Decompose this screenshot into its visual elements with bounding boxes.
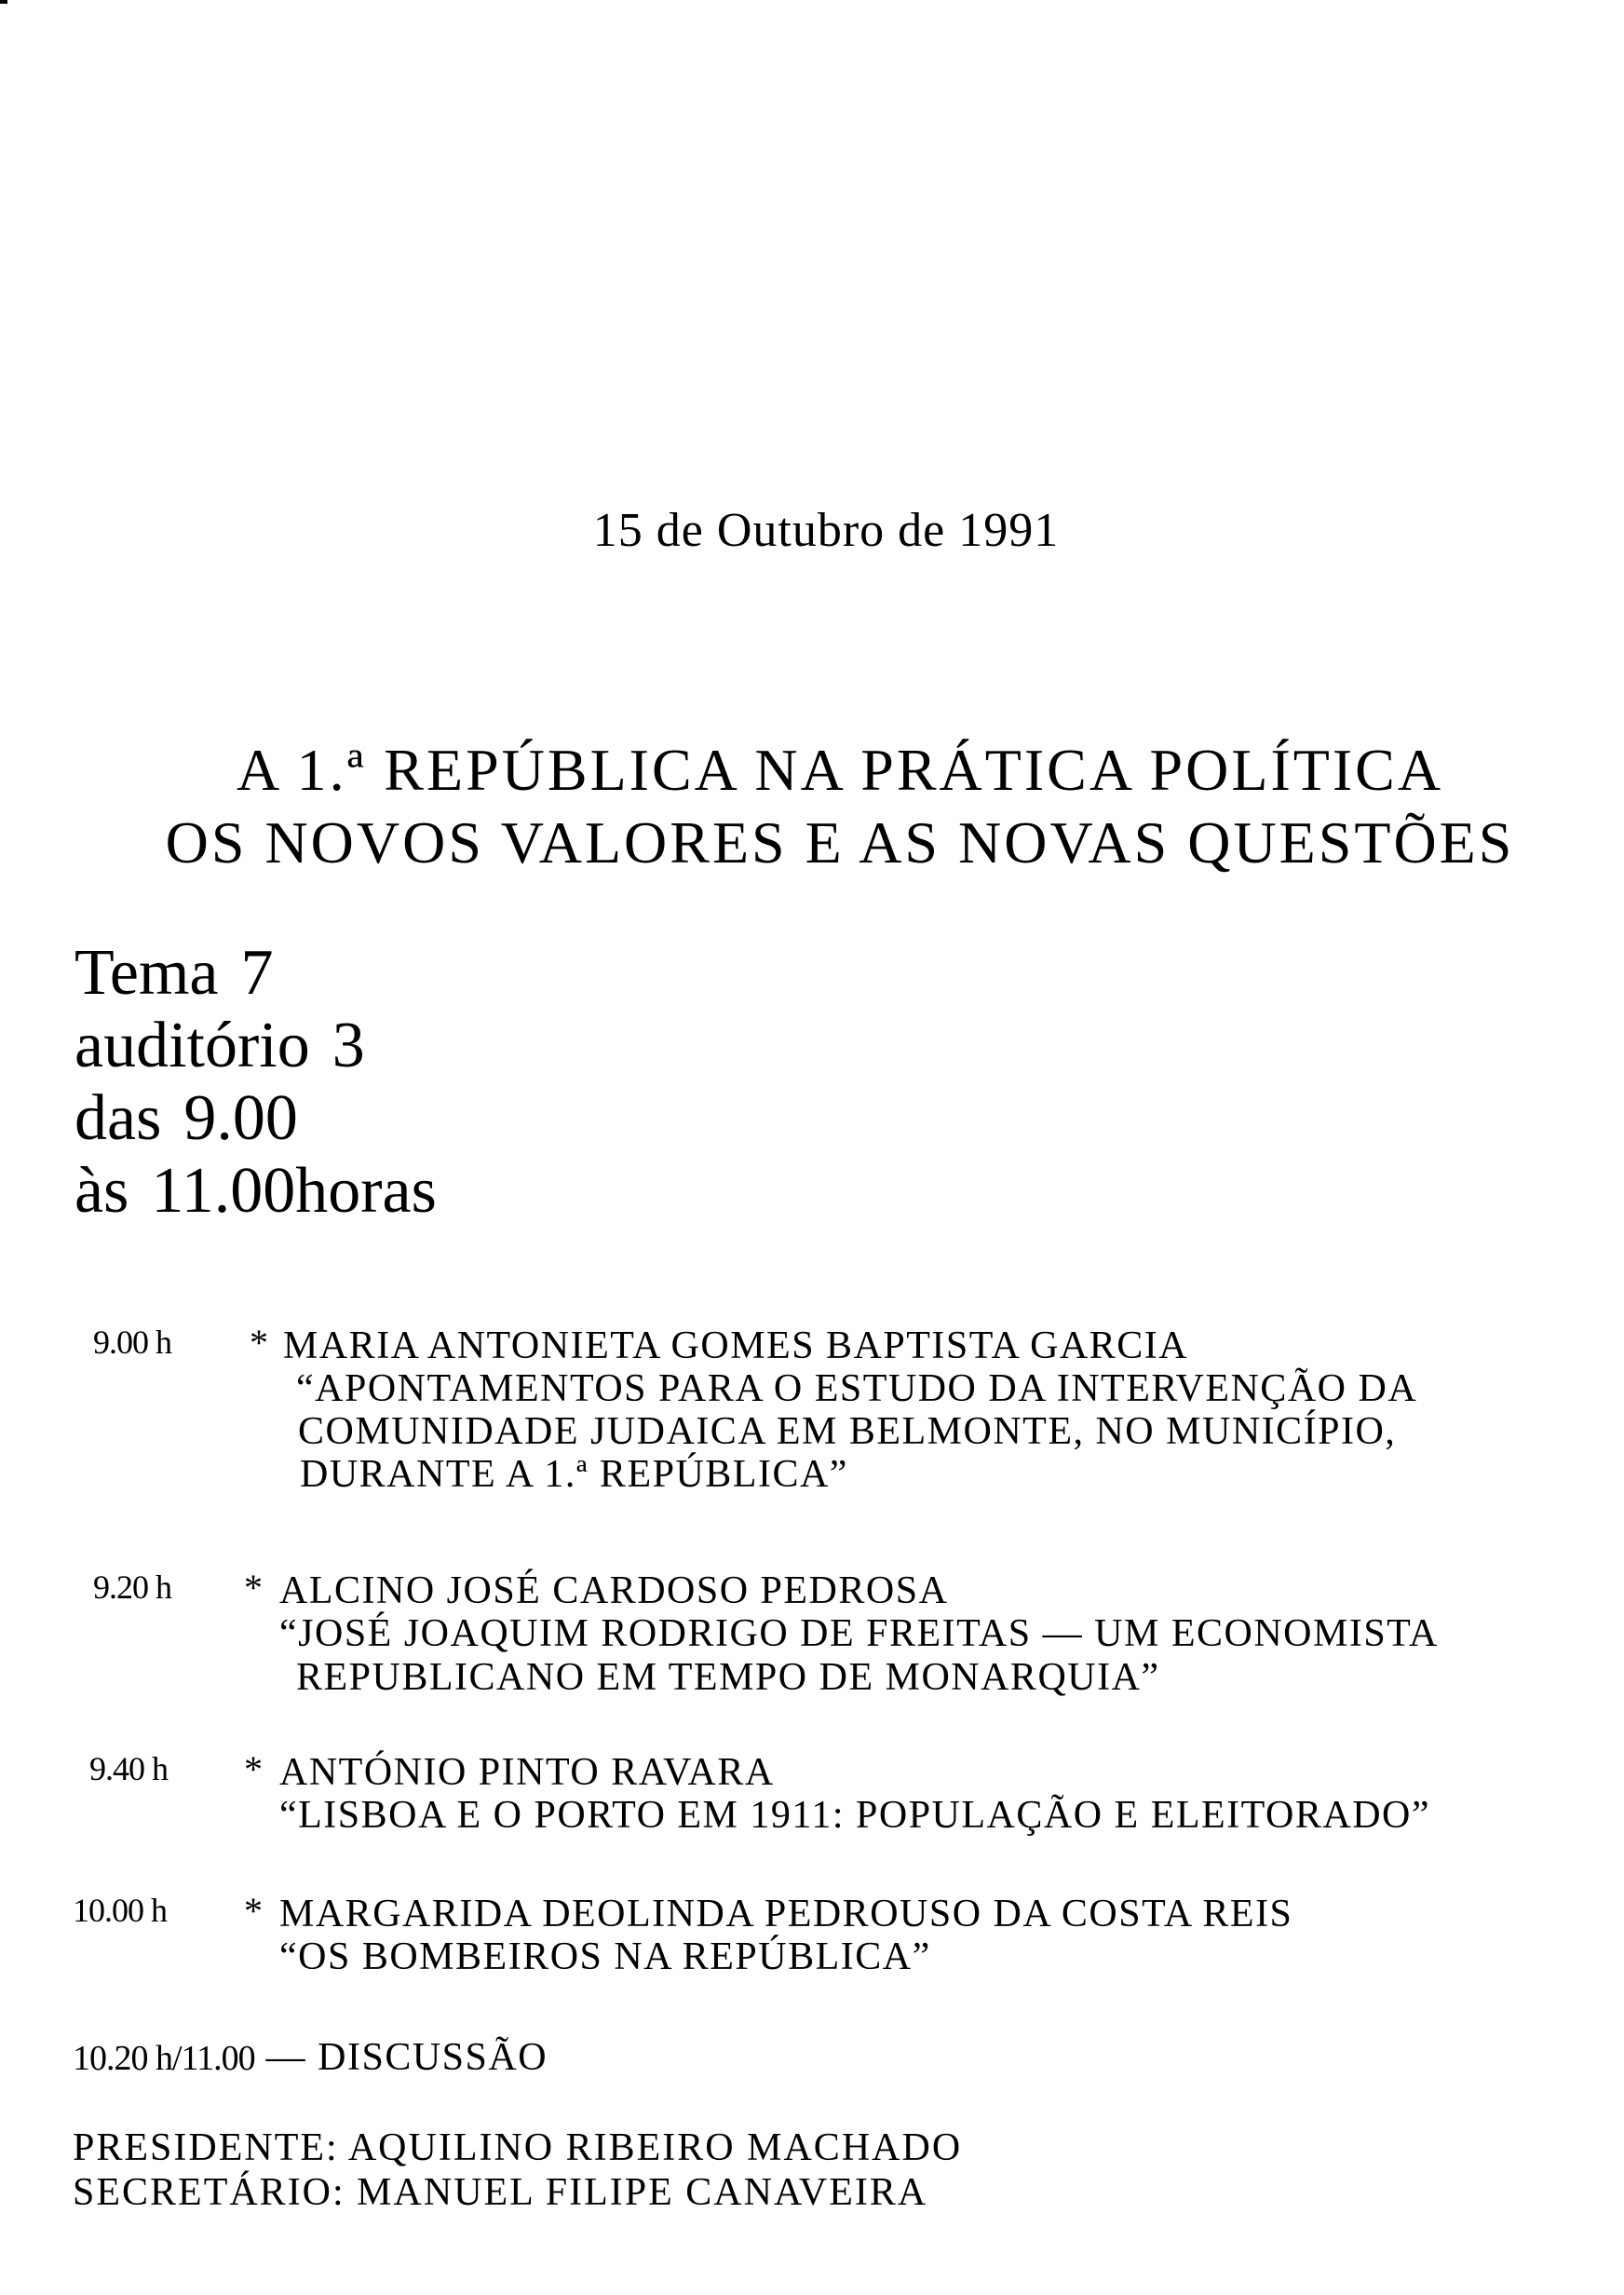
das-value: 9.00 xyxy=(183,1082,298,1154)
session-time: 9.40 h xyxy=(89,1750,168,1787)
session-title-line: DURANTE A 1.ª REPÚBLICA” xyxy=(300,1453,848,1496)
session-speaker: ANTÓNIO PINTO RAVARA xyxy=(279,1751,775,1794)
tema-line xyxy=(74,937,274,1009)
session-time: 10.00 h xyxy=(73,1892,167,1929)
end-time-line xyxy=(74,1155,437,1227)
session-speaker: MARIA ANTONIETA GOMES BAPTISTA GARCIA xyxy=(283,1324,1189,1367)
title-line-1: A 1.ª REPÚBLICA NA PRÁTICA POLÍTICA xyxy=(236,737,1444,803)
bullet-icon: * xyxy=(250,1322,268,1364)
session-title-line: “APONTAMENTOS PARA O ESTUDO DA INTERVENÇÃO DA xyxy=(296,1367,1418,1410)
session-speaker: MARGARIDA DEOLINDA PEDROUSO DA COSTA REIS xyxy=(279,1893,1293,1935)
tema-value: 7 xyxy=(240,937,274,1009)
as-unit: horas xyxy=(295,1155,437,1227)
session-title-line: “OS BOMBEIROS NA REPÚBLICA” xyxy=(279,1935,931,1978)
bullet-icon: * xyxy=(244,1748,263,1790)
auditorio-line xyxy=(74,1010,365,1081)
das-label: das xyxy=(74,1082,162,1154)
secretario-line: SECRETÁRIO: MANUEL FILIPE CANAVEIRA xyxy=(73,2171,928,2214)
as-value: 11.00 xyxy=(151,1155,296,1227)
auditorio-value: 3 xyxy=(332,1010,365,1081)
session-speaker: ALCINO JOSÉ CARDOSO PEDROSA xyxy=(279,1569,949,1612)
presidente-line: PRESIDENTE: AQUILINO RIBEIRO MACHADO xyxy=(73,2126,963,2169)
tema-label: Tema xyxy=(74,937,219,1009)
bullet-icon: * xyxy=(244,1567,263,1609)
session-title-line: “JOSÉ JOAQUIM RODRIGO DE FREITAS — UM ECONOMISTA xyxy=(279,1612,1439,1655)
corner-scan-mark xyxy=(0,0,7,4)
title-line-2: OS NOVOS VALORES E AS NOVAS QUESTÕES xyxy=(165,809,1515,876)
discussion-time: 10.20 h/11.00 xyxy=(73,2039,255,2078)
discussion-label: — DISCUSSÃO xyxy=(265,2036,548,2079)
start-time-line xyxy=(74,1082,298,1154)
session-title-line: “LISBOA E O PORTO EM 1911: POPULAÇÃO E ELEITORADO” xyxy=(279,1794,1431,1837)
session-title-line: COMUNIDADE JUDAICA EM BELMONTE, NO MUNICÍPIO, xyxy=(298,1410,1397,1453)
as-label: às xyxy=(74,1155,129,1227)
session-title-line: REPUBLICANO EM TEMPO DE MONARQUIA” xyxy=(296,1656,1160,1699)
discussion-line xyxy=(73,2035,548,2080)
session-time: 9.20 h xyxy=(93,1568,171,1606)
auditorio-label: auditório xyxy=(74,1010,310,1081)
bullet-icon: * xyxy=(244,1890,263,1932)
event-date: 15 de Outubro de 1991 xyxy=(592,504,1060,557)
session-time: 9.00 h xyxy=(93,1324,171,1361)
